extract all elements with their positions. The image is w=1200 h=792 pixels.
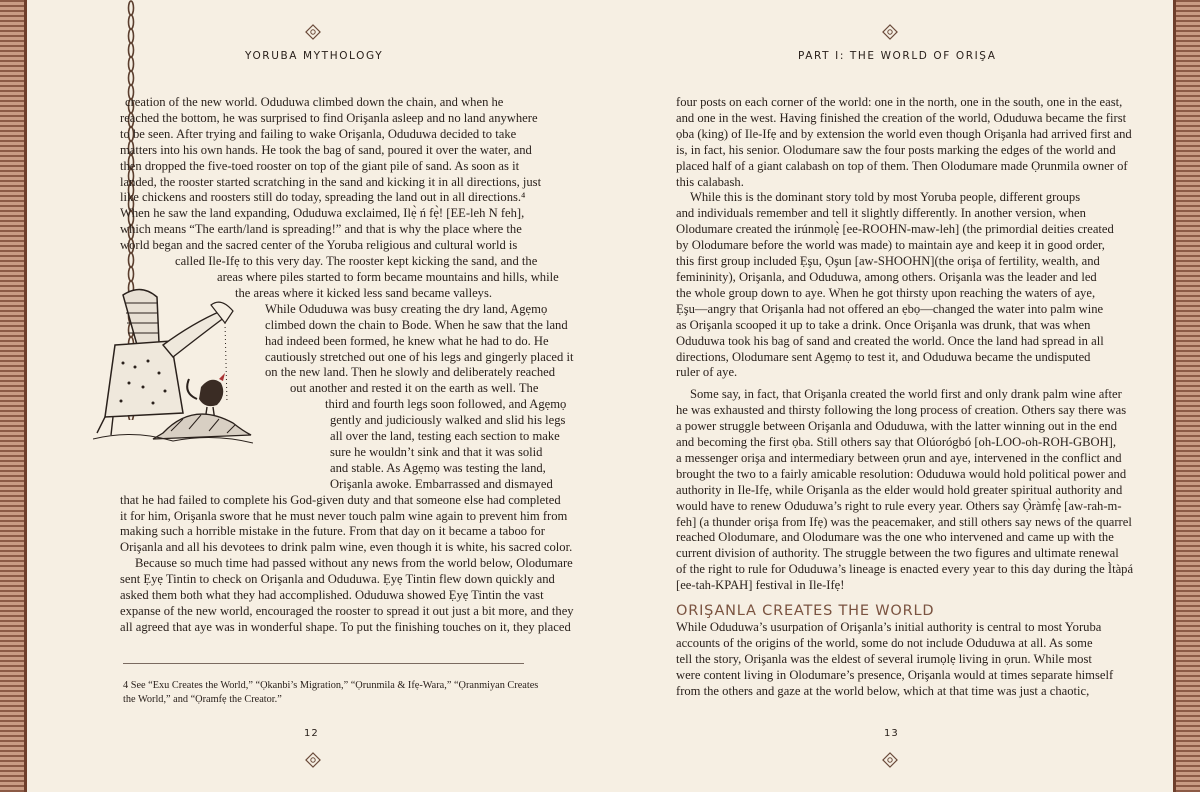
right-decorative-border <box>1176 0 1200 792</box>
right-body-text <box>676 95 1133 700</box>
text-line: landed, the rooster started scratching in the sand and kicking it in all directions, just <box>120 174 542 189</box>
footnote-line: 4 See “Exu Creates the World,” “Ọkanbi’s Migration,” “Ọrunmila & Ifẹ-Wara,” “Ọranmiyan Creates <box>123 680 539 691</box>
running-header: PART I: THE WORLD OF ORIŞA <box>798 50 997 62</box>
left-body-text <box>120 95 574 636</box>
text-line: on the new land. Then he slowly and deliberately reached <box>265 365 556 380</box>
text-line: brought the two to a fairly amicable resolution: Oduduwa would hold political power and <box>676 466 1127 481</box>
text-line: that he had failed to complete his God-given duty and that someone else had completed <box>120 492 561 507</box>
text-line: and stable. As Agẹmọ was testing the land, <box>330 460 546 475</box>
text-line: asked them both what they had accomplished. Oduduwa showed Ẹyẹ Tintin the vast <box>120 588 544 603</box>
text-line: accounts of the origins of the world, some do not include Oduduwa at all. As some <box>676 636 1093 650</box>
text-line: matters into his own hands. He took the bag of sand, poured it over the water, and <box>120 142 532 157</box>
text-line: climbed down the chain to Bode. When he saw that the land <box>265 317 568 332</box>
section-heading: ORIŞANLA CREATES THE WORLD <box>676 603 935 620</box>
text-line: creation of the new world. Oduduwa climbed down the chain, and when he <box>125 95 504 109</box>
text-line: world began and the sacred center of the Yoruba religious and cultural world is <box>120 238 518 253</box>
text-line: were content living in Olodumare’s presence, Orişanla would at times separate himself <box>676 667 1114 682</box>
text-line: like chickens and roosters still do today, spreading the land out in all directions.⁴ <box>120 190 526 205</box>
footnote-rule <box>123 663 524 664</box>
text-line: [ee-tah-KPAH] festival in Ile-Ifẹ! <box>676 578 845 593</box>
running-header: YORUBA MYTHOLOGY <box>245 50 384 62</box>
text-line: current division of authority. The struggle between the two figures and ultimate renewal <box>676 546 1119 561</box>
footnote-line: the World,” and “Ọramfẹ the Creator.” <box>123 693 282 705</box>
text-line: Some say, in fact, that Orişanla created the world first and only drank palm wine after <box>690 387 1122 402</box>
text-line: tell the story, Orişanla was the eldest of several irumọlẹ living in ọrun. While most <box>676 651 1092 666</box>
text-line: Orişanla and all his devotees to drink palm wine, even though it is white, his sacred color. <box>120 540 573 555</box>
text-line: it for him, Orişanla swore that he must never touch palm wine again to prevent him from <box>120 508 568 523</box>
text-line: While this is the dominant story told by most Yoruba people, different groups <box>690 190 1081 205</box>
page-number: 13 <box>884 728 899 739</box>
text-line: Orişanla awoke. Embarrassed and dismayed <box>330 476 553 491</box>
text-line: While Oduduwa was busy creating the dry land, Agẹmọ <box>265 301 548 316</box>
text-line: of the right to rule for Oduduwa’s lineage is enacted every year to this day during the Ìtàpá <box>676 562 1134 577</box>
text-line: and becoming the first ọba. Still others say that Olúorógbó [oh-LOO-oh-ROH-GBOH], <box>676 435 1117 450</box>
text-line: and individuals remember and tell it slightly differently. In another version, when <box>676 206 1086 221</box>
left-page <box>27 0 600 792</box>
text-line: sure he wouldn’t sink and that it was solid <box>330 444 543 459</box>
text-line: out another and rested it on the earth as well. The <box>290 381 539 396</box>
text-line: ọba (king) of Ile-Ifẹ and by extension the world even though Orişanla had arrived first and <box>676 126 1132 141</box>
text-line: expanse of the new world, encouraged the rooster to spread it out just a bit more, and they <box>120 604 574 618</box>
text-line: from the others and gaze at the world below, which at that time was just a chaotic, <box>676 683 1090 698</box>
text-line: When he saw the land expanding, Oduduwa exclaimed, Ilẹ̀ ń fẹ̀! [EE-leh N feh], <box>120 206 525 221</box>
text-line: he was exhausted and thirsty following the long process of creation. Others say there was <box>676 403 1127 418</box>
text-line: Olodumare created the irúnmọlẹ̀ [ee-ROOHN-maw-leh] (the primordial deities created <box>676 222 1114 237</box>
text-line: ruler of aye. <box>676 365 738 380</box>
bottom-ornament-icon <box>305 752 321 768</box>
footnote <box>123 679 538 706</box>
text-line: the whole group down to aye. When he got thirsty upon reaching the waters of aye, <box>676 285 1096 300</box>
text-line: called Ile-Ifẹ to this very day. The rooster kept kicking the sand, and the <box>175 254 538 269</box>
text-line: by Olodumare before the world was made) to maintain aye and keep it in good order, <box>676 238 1105 253</box>
text-line: directions, Olodumare sent Agẹmọ to test it, and Oduduwa became the undisputed <box>676 349 1091 364</box>
text-line: four posts on each corner of the world: one in the north, one in the south, one in the east, <box>676 95 1123 109</box>
text-line: Oduduwa took his bag of sand and created the world. Once the land had spread in all <box>676 333 1104 348</box>
text-line: then dropped the five-toed rooster on top of the giant pile of sand. As soon as it <box>120 158 520 173</box>
text-line: all agreed that aye was in wonderful shape. To put the finishing touches on it, they placed <box>120 619 571 634</box>
page-number: 12 <box>304 728 319 739</box>
text-line: as Orişanla scooped it up to take a drink. Once Orişanla was drunk, that was when <box>676 317 1091 332</box>
text-line: would have to renew Oduduwa’s right to rule every year. Others say Ọ̀ràmfẹ̀ [aw-rah-m- <box>676 498 1122 513</box>
text-line: which means “The earth/land is spreading!” and that is why the place where the <box>120 222 522 237</box>
text-line: a messenger orişa and intermediary between ọrun and aye, intervened in the conflict and <box>676 450 1122 465</box>
text-line: making such a horrible mistake in the future. From that day on it became a taboo for <box>120 524 545 539</box>
text-line: authority in Ile-Ifẹ, while Orişanla as the elder would hold greater spiritual authority and <box>676 482 1123 497</box>
text-line: is, in fact, his senior. Olodumare saw the four posts marking the edges of the world and <box>676 142 1116 157</box>
left-decorative-border <box>0 0 24 792</box>
top-ornament-icon <box>882 24 898 40</box>
text-line: this first group included Ẹşu, Ọşun [aw-SHOOHN](the orişa of fertility, wealth, and <box>676 254 1100 269</box>
bottom-ornament-icon <box>882 752 898 768</box>
text-line: sent Ẹyẹ Tintin to check on Orişanla and Oduduwa. Ẹyẹ Tintin flew down quickly and <box>120 572 555 587</box>
text-line: to be seen. After trying and failing to wake Orişanla, Oduduwa decided to take <box>120 126 517 141</box>
text-line: had indeed been formed, he knew what he had to do. He <box>265 333 549 348</box>
text-line: Ẹşu—angry that Orişanla had not offered an ẹbọ—changed the water into palm wine <box>676 301 1104 316</box>
text-line: third and fourth legs soon followed, and Agẹmọ <box>325 397 567 412</box>
text-line: areas where piles started to form became mountains and hills, while <box>217 269 559 284</box>
text-line: While Oduduwa’s usurpation of Orişanla’s initial authority is central to most Yoruba <box>676 620 1102 635</box>
text-line: all over the land, testing each section to make <box>330 429 560 444</box>
text-line: reached Olodumare, and Olodumare was the one who intervened and came up with the <box>676 530 1114 545</box>
text-line: femininity), Orişanla, and Oduduwa, among others. Orişanla was the leader and led <box>676 269 1097 284</box>
text-line: Because so much time had passed without any news from the world below, Olodumare <box>135 556 573 571</box>
text-line: feh] (a thunder orişa from Ifẹ) was the peacemaker, and still others say news of the quarrel <box>676 514 1132 529</box>
text-line: this calabash. <box>676 174 744 189</box>
text-line: and one in the west. Having finished the creation of the world, Oduduwa became the first <box>676 110 1127 125</box>
text-line: placed half of a giant calabash on top of them. Then Olodumare made Ọrunmila owner of <box>676 158 1128 173</box>
top-ornament-icon <box>305 24 321 40</box>
text-line: gently and judiciously walked and slid his legs <box>330 413 566 428</box>
right-page <box>600 0 1173 792</box>
text-line: the areas where it kicked less sand became valleys. <box>235 285 493 300</box>
text-line: reached the bottom, he was surprised to find Orişanla asleep and no land anywhere <box>120 110 538 125</box>
text-line: a power struggle between Orişanla and Oduduwa, with the latter winning out in the end <box>676 419 1118 434</box>
text-line: cautiously stretched out one of his legs and gingerly placed it <box>265 349 574 364</box>
